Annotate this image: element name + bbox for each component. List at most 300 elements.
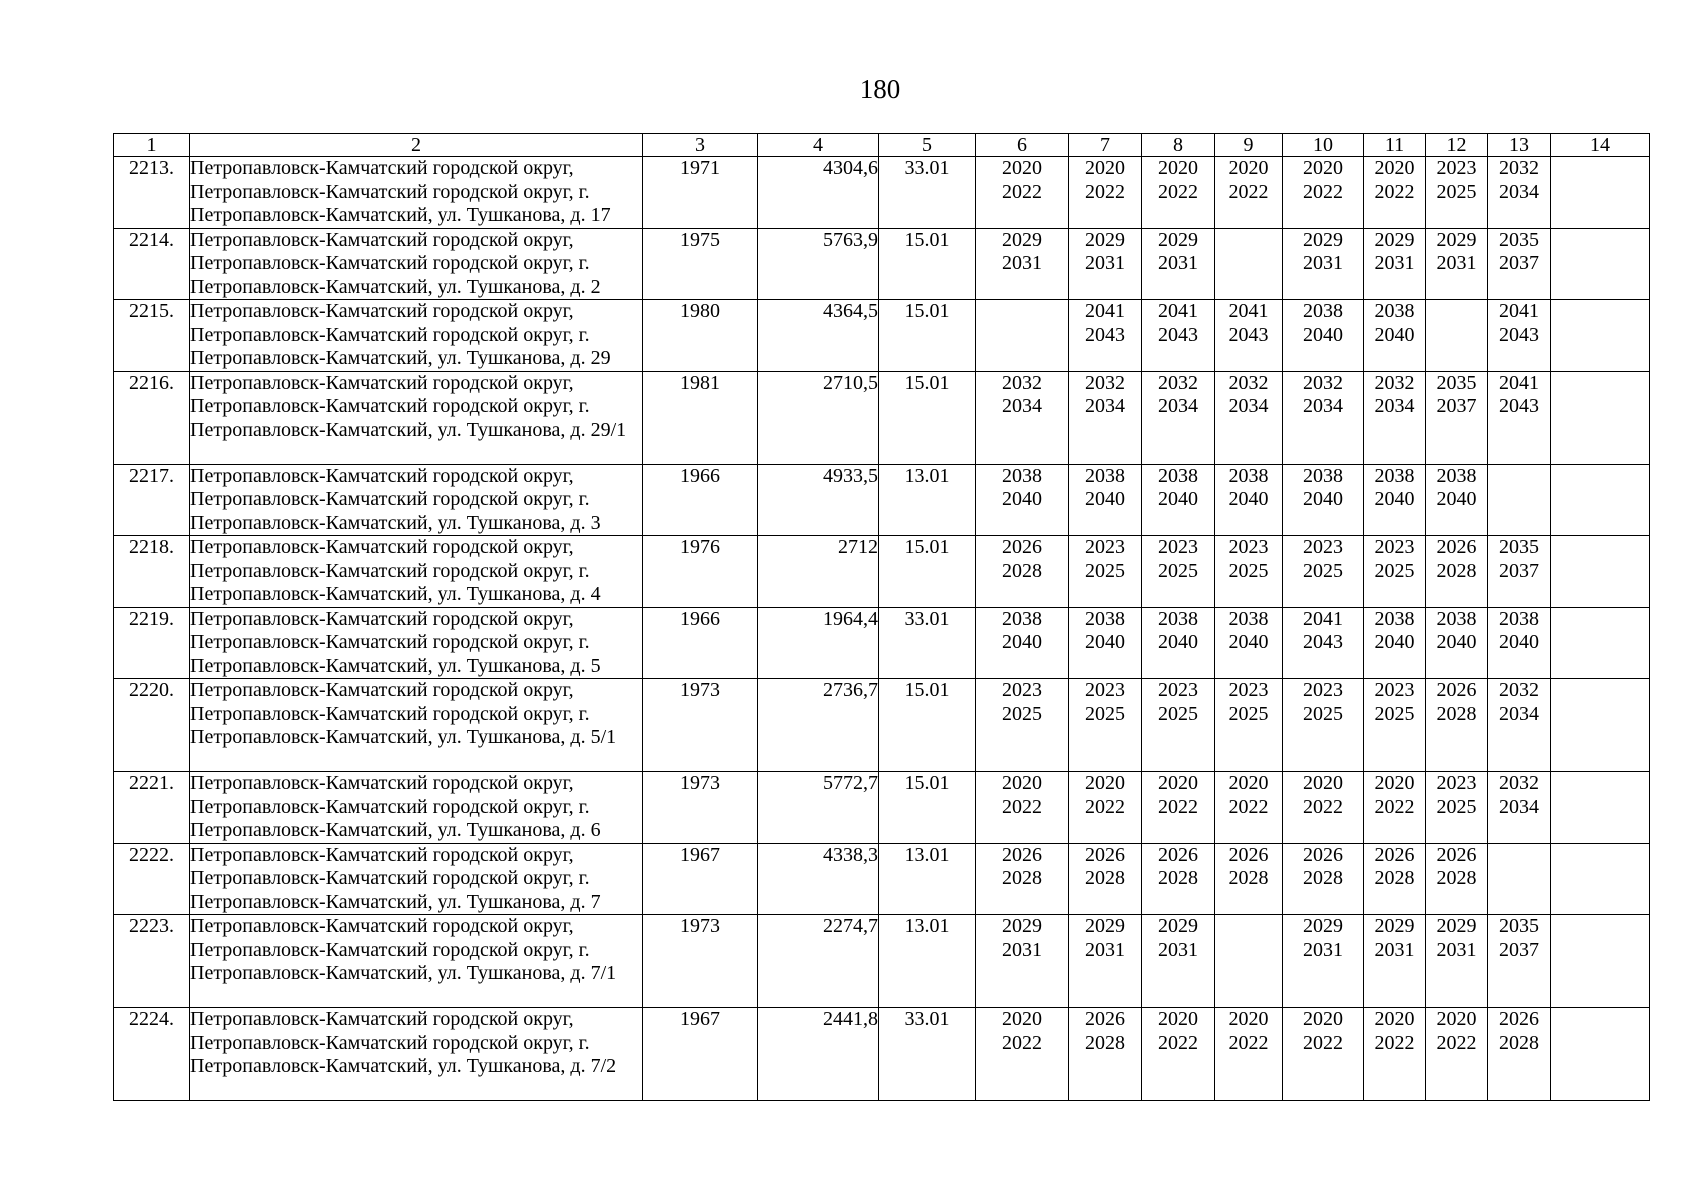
address-cell: Петропавловск-Камчатский городской округ, Петропавловск-Камчатский городской округ, г. Петропавловск-Камчатский, ул. Тушканова, д. 7/2	[190, 1008, 643, 1101]
period-cell	[1069, 915, 1142, 1008]
period-end: 2040	[1303, 488, 1343, 510]
period-start: 2041	[1228, 300, 1269, 322]
period-end: 2025	[1228, 559, 1269, 582]
period-cell	[1142, 464, 1215, 536]
column-header: 8	[1142, 134, 1215, 157]
period-end: 2028	[1303, 867, 1343, 889]
period-start: 2032	[1499, 679, 1539, 701]
period-start: 2020	[1228, 157, 1269, 179]
period-cell	[1426, 300, 1488, 372]
column-header: 3	[643, 134, 758, 157]
row-number-cell: 2223.	[114, 915, 190, 1008]
period-start: 2020	[1002, 772, 1042, 794]
row-number-cell: 2213.	[114, 157, 190, 229]
period-start: 2023	[1374, 679, 1415, 701]
period-start: 2023	[1158, 679, 1198, 701]
period-end: 2031	[1085, 938, 1125, 961]
period-end: 2034	[1002, 395, 1042, 417]
period-start: 2038	[1085, 464, 1125, 487]
period-cell	[1215, 1008, 1283, 1101]
period-end: 2040	[1158, 631, 1198, 653]
code-cell: 33.01	[879, 607, 976, 679]
period-end: 2034	[1158, 395, 1198, 417]
period-end: 2040	[1374, 323, 1415, 346]
area-cell: 2274,7	[758, 915, 879, 1008]
period-end: 2034	[1303, 395, 1343, 417]
period-cell	[1142, 607, 1215, 679]
code-cell: 13.01	[879, 464, 976, 536]
period-cell	[1215, 772, 1283, 844]
period-start: 2041	[1303, 607, 1343, 630]
period-start: 2020	[1303, 157, 1343, 179]
period-cell	[1069, 772, 1142, 844]
period-end: 2043	[1303, 631, 1343, 653]
period-end: 2022	[1085, 795, 1125, 818]
period-cell	[1283, 300, 1364, 372]
period-start: 2020	[1303, 772, 1343, 794]
period-cell	[1283, 536, 1364, 608]
period-start: 2038	[1374, 300, 1415, 322]
table-row	[114, 915, 1650, 1008]
period-cell	[1364, 679, 1426, 772]
year-built-cell: 1966	[643, 607, 758, 679]
period-cell	[1551, 536, 1650, 608]
period-end: 2025	[1158, 559, 1198, 582]
table-row	[114, 157, 1650, 229]
period-cell	[976, 157, 1069, 229]
period-start: 2038	[1158, 607, 1198, 630]
period-cell	[976, 679, 1069, 772]
period-cell	[1283, 772, 1364, 844]
period-start: 2035	[1499, 228, 1539, 251]
period-start: 2029	[1002, 915, 1042, 937]
period-cell	[1364, 300, 1426, 372]
area-cell: 2712	[758, 536, 879, 608]
period-start: 2032	[1085, 371, 1125, 394]
period-cell	[1142, 300, 1215, 372]
address-cell: Петропавловск-Камчатский городской округ, Петропавловск-Камчатский городской округ, г. Петропавловск-Камчатский, ул. Тушканова, д. 6	[190, 772, 643, 844]
period-start: 2026	[1085, 843, 1125, 866]
period-cell	[1488, 300, 1551, 372]
column-header: 5	[879, 134, 976, 157]
period-end: 2031	[1002, 252, 1042, 274]
period-cell	[1488, 1008, 1551, 1101]
period-end: 2028	[1499, 1031, 1539, 1054]
period-cell	[1364, 536, 1426, 608]
period-cell	[1215, 300, 1283, 372]
year-built-cell: 1980	[643, 300, 758, 372]
period-end: 2022	[1228, 795, 1269, 818]
code-cell: 15.01	[879, 772, 976, 844]
table-row	[114, 679, 1650, 772]
period-cell	[1283, 843, 1364, 915]
code-cell: 15.01	[879, 300, 976, 372]
period-end: 2022	[1158, 1031, 1198, 1054]
period-end: 2022	[1436, 1031, 1477, 1054]
address-cell: Петропавловск-Камчатский городской округ, Петропавловск-Камчатский городской округ, г. Петропавловск-Камчатский, ул. Тушканова, д. 7/1	[190, 915, 643, 1008]
period-end: 2028	[1228, 867, 1269, 889]
period-start: 2023	[1085, 536, 1125, 558]
period-start: 2035	[1499, 536, 1539, 558]
table-row	[114, 607, 1650, 679]
row-number-cell: 2220.	[114, 679, 190, 772]
period-start: 2038	[1002, 464, 1042, 487]
period-end: 2034	[1085, 395, 1125, 417]
period-end: 2028	[1085, 867, 1125, 889]
period-start: 2020	[1002, 157, 1042, 179]
period-end: 2043	[1158, 323, 1198, 346]
period-start: 2020	[1228, 772, 1269, 794]
table-row	[114, 772, 1650, 844]
period-cell	[1364, 228, 1426, 300]
period-end: 2025	[1158, 702, 1198, 725]
period-cell	[1364, 915, 1426, 1008]
period-start: 2029	[1303, 228, 1343, 251]
period-cell	[1551, 464, 1650, 536]
period-end: 2022	[1374, 1031, 1415, 1054]
period-end: 2031	[1158, 938, 1198, 961]
area-cell: 4364,5	[758, 300, 879, 372]
period-end: 2022	[1303, 1031, 1343, 1054]
area-cell: 4933,5	[758, 464, 879, 536]
period-end: 2025	[1085, 559, 1125, 582]
address-cell: Петропавловск-Камчатский городской округ, Петропавловск-Камчатский городской округ, г. Петропавловск-Камчатский, ул. Тушканова, д. 5	[190, 607, 643, 679]
period-end: 2043	[1499, 395, 1539, 417]
period-cell	[1215, 843, 1283, 915]
period-end: 2022	[1002, 795, 1042, 818]
period-cell	[1488, 843, 1551, 915]
period-end: 2028	[1436, 559, 1477, 582]
period-end: 2022	[1228, 180, 1269, 203]
period-cell	[1551, 228, 1650, 300]
period-cell	[1069, 679, 1142, 772]
period-end: 2031	[1303, 252, 1343, 274]
period-start: 2038	[1499, 607, 1539, 630]
year-built-cell: 1967	[643, 843, 758, 915]
code-cell: 15.01	[879, 679, 976, 772]
period-start: 2023	[1436, 772, 1477, 794]
period-end: 2025	[1002, 702, 1042, 725]
column-header: 7	[1069, 134, 1142, 157]
period-cell	[976, 371, 1069, 464]
period-start: 2038	[1436, 464, 1477, 487]
period-cell	[1364, 464, 1426, 536]
period-end: 2040	[1002, 631, 1042, 653]
period-end: 2028	[1374, 867, 1415, 889]
period-end: 2031	[1436, 938, 1477, 961]
period-cell	[1215, 157, 1283, 229]
table-row	[114, 464, 1650, 536]
period-end: 2028	[1002, 559, 1042, 582]
period-end: 2040	[1158, 488, 1198, 510]
area-cell: 4338,3	[758, 843, 879, 915]
period-start: 2041	[1158, 300, 1198, 322]
period-cell	[1488, 915, 1551, 1008]
period-start: 2026	[1436, 679, 1477, 701]
period-cell	[1215, 536, 1283, 608]
period-end: 2022	[1374, 180, 1415, 203]
year-built-cell: 1973	[643, 679, 758, 772]
period-end: 2040	[1085, 631, 1125, 653]
year-built-cell: 1975	[643, 228, 758, 300]
area-cell: 4304,6	[758, 157, 879, 229]
column-header: 11	[1364, 134, 1426, 157]
period-cell	[1215, 607, 1283, 679]
period-cell	[976, 772, 1069, 844]
table-row	[114, 228, 1650, 300]
period-cell	[1069, 371, 1142, 464]
period-start: 2026	[1436, 536, 1477, 558]
address-cell: Петропавловск-Камчатский городской округ, Петропавловск-Камчатский городской округ, г. Петропавловск-Камчатский, ул. Тушканова, д. 5/1	[190, 679, 643, 772]
period-cell	[1215, 679, 1283, 772]
period-end: 2025	[1303, 702, 1343, 725]
period-cell	[1283, 679, 1364, 772]
period-cell	[1283, 607, 1364, 679]
period-cell	[1551, 371, 1650, 464]
period-end: 2034	[1499, 180, 1539, 203]
period-end: 2022	[1228, 1031, 1269, 1054]
period-end: 2040	[1374, 488, 1415, 510]
period-cell	[1069, 228, 1142, 300]
period-start: 2041	[1085, 300, 1125, 322]
period-cell	[1426, 607, 1488, 679]
period-start: 2038	[1158, 464, 1198, 487]
period-cell	[1426, 772, 1488, 844]
period-end: 2028	[1436, 702, 1477, 725]
period-cell	[976, 607, 1069, 679]
year-built-cell: 1981	[643, 371, 758, 464]
period-start: 2029	[1303, 915, 1343, 937]
period-end: 2040	[1085, 488, 1125, 510]
period-start: 2029	[1436, 915, 1477, 937]
period-start: 2029	[1374, 228, 1415, 251]
period-start: 2032	[1002, 371, 1042, 394]
period-cell	[1488, 371, 1551, 464]
period-start: 2029	[1085, 915, 1125, 937]
period-end: 2034	[1228, 395, 1269, 417]
period-cell	[1488, 228, 1551, 300]
period-start: 2020	[1303, 1008, 1343, 1030]
period-end: 2031	[1002, 938, 1042, 961]
column-header: 9	[1215, 134, 1283, 157]
area-cell: 2736,7	[758, 679, 879, 772]
period-start: 2023	[1085, 679, 1125, 701]
period-start: 2032	[1228, 371, 1269, 394]
period-end: 2025	[1085, 702, 1125, 725]
address-cell: Петропавловск-Камчатский городской округ, Петропавловск-Камчатский городской округ, г. Петропавловск-Камчатский, ул. Тушканова, д. 7	[190, 843, 643, 915]
column-header: 12	[1426, 134, 1488, 157]
period-cell	[1069, 1008, 1142, 1101]
period-start: 2032	[1303, 371, 1343, 394]
period-cell	[1283, 157, 1364, 229]
period-end: 2034	[1374, 395, 1415, 417]
period-start: 2023	[1228, 536, 1269, 558]
period-end: 2025	[1303, 559, 1343, 582]
period-cell	[1364, 843, 1426, 915]
period-cell	[1069, 607, 1142, 679]
period-start: 2026	[1002, 843, 1042, 866]
period-cell	[1551, 607, 1650, 679]
period-cell	[1142, 843, 1215, 915]
period-cell	[1364, 371, 1426, 464]
address-cell: Петропавловск-Камчатский городской округ, Петропавловск-Камчатский городской округ, г. Петропавловск-Камчатский, ул. Тушканова, д. 17	[190, 157, 643, 229]
area-cell: 2441,8	[758, 1008, 879, 1101]
period-start: 2035	[1499, 915, 1539, 937]
period-start: 2038	[1374, 464, 1415, 487]
period-cell	[976, 536, 1069, 608]
row-number-cell: 2221.	[114, 772, 190, 844]
table-row	[114, 1008, 1650, 1101]
period-end: 2022	[1085, 180, 1125, 203]
year-built-cell: 1976	[643, 536, 758, 608]
period-start: 2038	[1303, 464, 1343, 487]
period-cell	[1069, 843, 1142, 915]
column-header: 14	[1551, 134, 1650, 157]
page-number: 180	[859, 74, 901, 104]
period-start: 2023	[1303, 536, 1343, 558]
period-start: 2026	[1374, 843, 1415, 866]
period-start: 2029	[1158, 915, 1198, 937]
area-cell: 5772,7	[758, 772, 879, 844]
period-cell	[1488, 464, 1551, 536]
period-start: 2029	[1158, 228, 1198, 251]
period-cell	[1488, 536, 1551, 608]
period-cell	[1426, 228, 1488, 300]
period-cell	[976, 300, 1069, 372]
header-row	[114, 134, 1650, 157]
code-cell: 15.01	[879, 536, 976, 608]
period-start: 2020	[1002, 1008, 1042, 1030]
period-cell	[1551, 300, 1650, 372]
period-cell	[1426, 843, 1488, 915]
period-end: 2022	[1303, 180, 1343, 203]
period-cell	[1488, 772, 1551, 844]
period-cell	[1488, 607, 1551, 679]
year-built-cell: 1973	[643, 915, 758, 1008]
period-cell	[976, 464, 1069, 536]
period-end: 2025	[1374, 702, 1415, 725]
period-cell	[1551, 157, 1650, 229]
period-start: 2038	[1085, 607, 1125, 630]
period-start: 2038	[1228, 607, 1269, 630]
period-end: 2040	[1303, 323, 1343, 346]
period-cell	[1364, 772, 1426, 844]
period-start: 2029	[1002, 228, 1042, 251]
period-cell	[1069, 536, 1142, 608]
period-cell	[1142, 679, 1215, 772]
period-end: 2043	[1499, 323, 1539, 346]
period-cell	[1142, 536, 1215, 608]
period-start: 2020	[1228, 1008, 1269, 1030]
period-start: 2038	[1436, 607, 1477, 630]
period-end: 2031	[1436, 252, 1477, 274]
period-cell	[1551, 679, 1650, 772]
period-end: 2031	[1085, 252, 1125, 274]
period-start: 2020	[1436, 1008, 1477, 1030]
period-cell	[1215, 371, 1283, 464]
period-end: 2040	[1002, 488, 1042, 510]
column-header: 2	[190, 134, 643, 157]
period-cell	[1069, 464, 1142, 536]
year-built-cell: 1971	[643, 157, 758, 229]
period-cell	[1551, 1008, 1650, 1101]
period-start: 2023	[1436, 157, 1477, 179]
period-cell	[1426, 157, 1488, 229]
period-end: 2025	[1436, 180, 1477, 203]
period-end: 2022	[1002, 1031, 1042, 1054]
period-start: 2020	[1374, 157, 1415, 179]
period-cell	[1488, 679, 1551, 772]
period-start: 2032	[1374, 371, 1415, 394]
area-cell: 1964,4	[758, 607, 879, 679]
period-start: 2026	[1002, 536, 1042, 558]
period-start: 2020	[1158, 772, 1198, 794]
period-cell	[1283, 1008, 1364, 1101]
period-cell	[1215, 228, 1283, 300]
period-start: 2020	[1085, 157, 1125, 179]
table-body	[114, 157, 1650, 1101]
period-end: 2025	[1436, 795, 1477, 818]
period-start: 2029	[1374, 915, 1415, 937]
period-cell	[1364, 607, 1426, 679]
period-end: 2022	[1374, 795, 1415, 818]
period-cell	[1283, 915, 1364, 1008]
period-cell	[1426, 371, 1488, 464]
period-end: 2043	[1085, 323, 1125, 346]
column-header: 10	[1283, 134, 1364, 157]
row-number-cell: 2224.	[114, 1008, 190, 1101]
period-end: 2025	[1374, 559, 1415, 582]
period-end: 2040	[1228, 488, 1269, 510]
code-cell: 33.01	[879, 157, 976, 229]
period-cell	[1551, 772, 1650, 844]
period-end: 2034	[1499, 795, 1539, 818]
table-row	[114, 371, 1650, 464]
period-cell	[1215, 915, 1283, 1008]
period-start: 2023	[1303, 679, 1343, 701]
code-cell: 33.01	[879, 1008, 976, 1101]
period-cell	[1364, 1008, 1426, 1101]
period-start: 2020	[1158, 157, 1198, 179]
period-end: 2037	[1499, 938, 1539, 961]
period-cell	[1551, 915, 1650, 1008]
period-cell	[1142, 1008, 1215, 1101]
row-number-cell: 2222.	[114, 843, 190, 915]
code-cell: 13.01	[879, 915, 976, 1008]
period-end: 2031	[1303, 938, 1343, 961]
address-cell: Петропавловск-Камчатский городской округ, Петропавловск-Камчатский городской округ, г. Петропавловск-Камчатский, ул. Тушканова, д. 2	[190, 228, 643, 300]
period-start: 2026	[1303, 843, 1343, 866]
row-number-cell: 2214.	[114, 228, 190, 300]
housing-table	[113, 133, 1650, 1101]
code-cell: 15.01	[879, 371, 976, 464]
period-start: 2026	[1436, 843, 1477, 866]
year-built-cell: 1973	[643, 772, 758, 844]
row-number-cell: 2215.	[114, 300, 190, 372]
row-number-cell: 2218.	[114, 536, 190, 608]
table-row	[114, 300, 1650, 372]
column-header: 6	[976, 134, 1069, 157]
period-end: 2040	[1436, 488, 1477, 510]
row-number-cell: 2219.	[114, 607, 190, 679]
period-end: 2040	[1436, 631, 1477, 653]
period-start: 2020	[1158, 1008, 1198, 1030]
address-cell: Петропавловск-Камчатский городской округ, Петропавловск-Камчатский городской округ, г. Петропавловск-Камчатский, ул. Тушканова, д. 29/1	[190, 371, 643, 464]
period-end: 2022	[1158, 180, 1198, 203]
period-end: 2034	[1499, 702, 1539, 725]
period-cell	[1283, 464, 1364, 536]
period-cell	[1488, 157, 1551, 229]
